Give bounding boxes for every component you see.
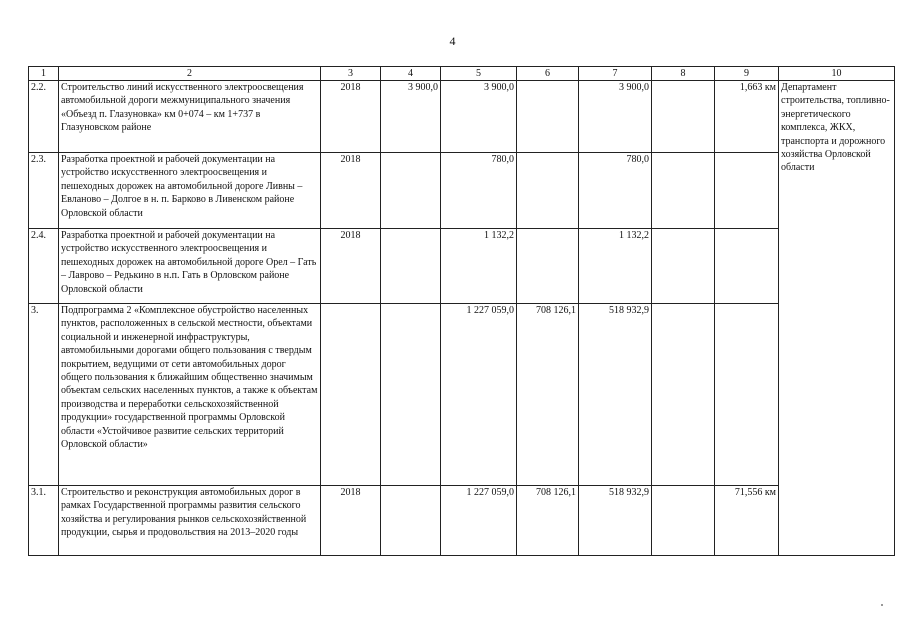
row-col8 (652, 229, 715, 304)
row-col8 (652, 153, 715, 229)
row-col5: 1 227 059,0 (441, 304, 517, 486)
row-col9 (715, 153, 779, 229)
row-col9: 1,663 км (715, 81, 779, 153)
header-row (29, 67, 895, 81)
row-number: 3. (29, 304, 59, 486)
row-year: 2018 (321, 486, 381, 556)
table-row (29, 229, 895, 304)
row-col5: 1 227 059,0 (441, 486, 517, 556)
table-row (29, 486, 895, 556)
row-col7: 1 132,2 (579, 229, 652, 304)
row-col7: 518 932,9 (579, 304, 652, 486)
row-col7: 518 932,9 (579, 486, 652, 556)
row-year (321, 304, 381, 486)
table-row (29, 153, 895, 229)
row-name: Строительство линий искусственного электроосвещения автомобильной дороги межмуниципального значения «Объезд п. Глазуновка» км 0+074 – км 1+737 в Глазуновском районе (59, 81, 321, 153)
row-col5: 1 132,2 (441, 229, 517, 304)
row-number: 2.4. (29, 229, 59, 304)
row-name: Подпрограмма 2 «Комплексное обустройство населенных пунктов, расположенных в сельской местности, объектами социальной и инженерной инфраструктуры, автомобильными дорогами общего пользования с твердым покрытием, ведущими от сети автомобильных дорог общего пользования к ближайшим общественно значимым объектам сельских населенных пунктов, а также к объектам производства и переработки сельскохозяйственной продукции» государственной программы Орловской области «Устойчивое развитие сельских территорий Орловской области» (59, 304, 321, 486)
row-col7: 3 900,0 (579, 81, 652, 153)
header-cell: 6 (517, 67, 579, 81)
row-col9 (715, 229, 779, 304)
row-col4: 3 900,0 (381, 81, 441, 153)
header-cell: 1 (29, 67, 59, 81)
header-cell: 5 (441, 67, 517, 81)
header-cell: 4 (381, 67, 441, 81)
row-year: 2018 (321, 81, 381, 153)
header-cell: 2 (59, 67, 321, 81)
header-cell: 3 (321, 67, 381, 81)
row-col4 (381, 229, 441, 304)
row-col4 (381, 486, 441, 556)
header-cell: 7 (579, 67, 652, 81)
page-number: 4 (449, 34, 456, 48)
row-col6: 708 126,1 (517, 304, 579, 486)
row-col8 (652, 486, 715, 556)
row-col5: 3 900,0 (441, 81, 517, 153)
row-col6 (517, 229, 579, 304)
row-col8 (652, 304, 715, 486)
row-col4 (381, 153, 441, 229)
header-cell: 8 (652, 67, 715, 81)
row-name: Разработка проектной и рабочей документации на устройство искусственного электроосвещения и пешеходных дорожек на автомобильной дороге Орел – Гать – Лаврово – Редькино в н.п. Гать в Орловском районе Орловской области (59, 229, 321, 304)
scan-speck (881, 604, 883, 606)
row-col7: 780,0 (579, 153, 652, 229)
row-col5: 780,0 (441, 153, 517, 229)
row-number: 2.3. (29, 153, 59, 229)
responsible-department: Департамент строительства, топливно-энергетического комплекса, ЖКХ, транспорта и дорожного хозяйства Орловской области (779, 81, 895, 556)
row-col6 (517, 81, 579, 153)
row-col4 (381, 304, 441, 486)
row-year: 2018 (321, 229, 381, 304)
row-col9 (715, 304, 779, 486)
row-col9: 71,556 км (715, 486, 779, 556)
table-row (29, 81, 895, 153)
row-number: 2.2. (29, 81, 59, 153)
row-name: Строительство и реконструкция автомобильных дорог в рамках Государственной программы развития сельского хозяйства и регулирования рынков сельскохозяйственной продукции, сырья и продовольствия на 2013–2020 годы (59, 486, 321, 556)
row-number: 3.1. (29, 486, 59, 556)
header-cell: 9 (715, 67, 779, 81)
row-col8 (652, 81, 715, 153)
row-col6: 708 126,1 (517, 486, 579, 556)
row-name: Разработка проектной и рабочей документации на устройство искусственного электроосвещения и пешеходных дорожек на автомобильной дороге Ливны – Евланово – Долгое в н. п. Барково в Ливенском районе Орловской области (59, 153, 321, 229)
row-col6 (517, 153, 579, 229)
table-row (29, 304, 895, 486)
header-cell: 10 (779, 67, 895, 81)
row-year: 2018 (321, 153, 381, 229)
program-table (28, 66, 895, 556)
